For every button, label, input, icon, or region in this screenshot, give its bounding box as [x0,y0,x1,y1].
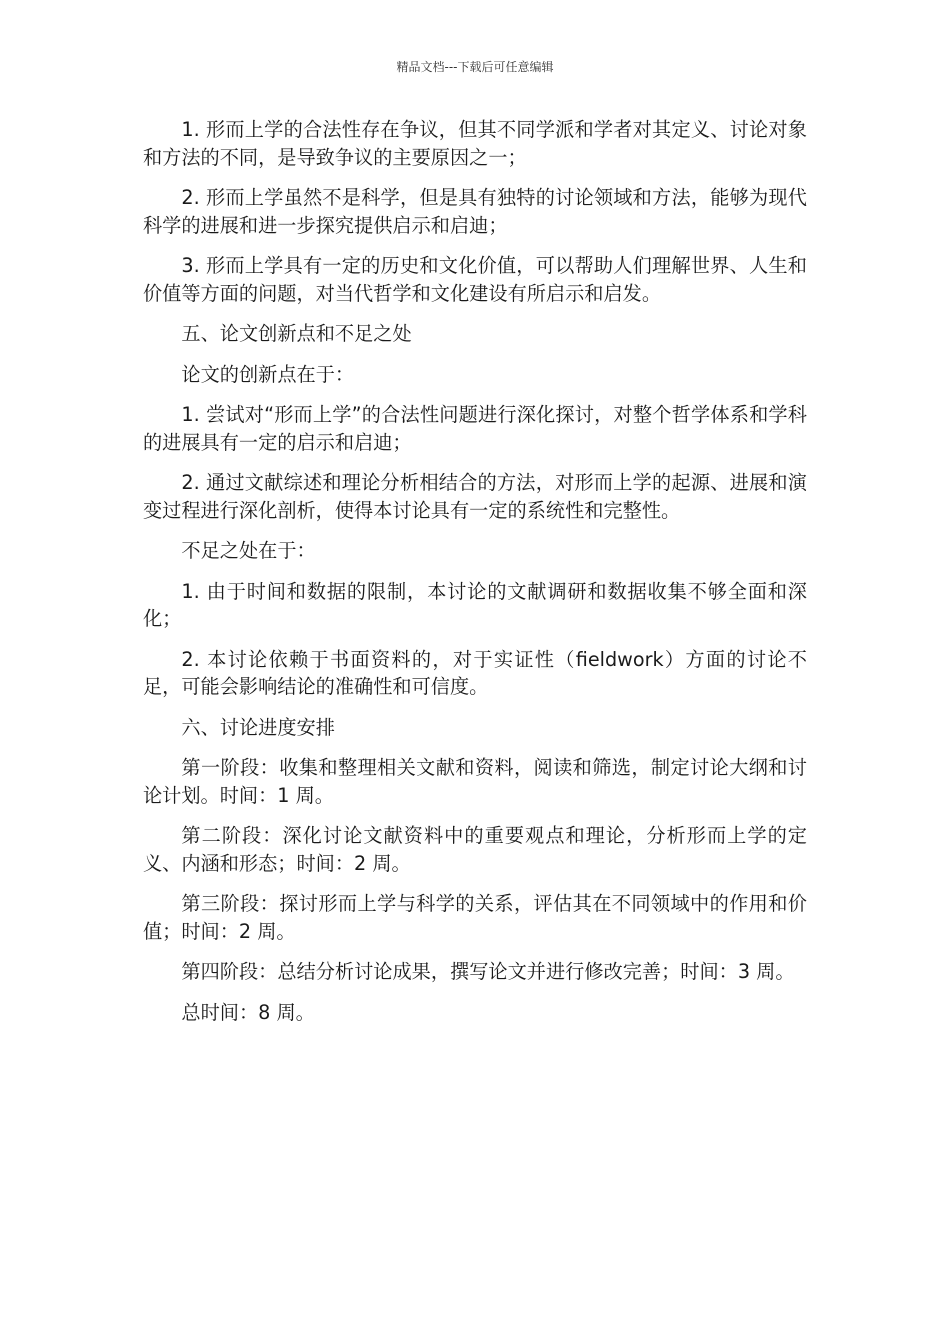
schedule-stage-1: 第一阶段：收集和整理相关文献和资料，阅读和筛选，制定讨论大纲和讨论计划。时间：1 周。 [143,756,807,807]
conclusion-point-2: 2. 形而上学虽然不是科学，但是具有独特的讨论领域和方法，能够为现代科学的进展和进一步探究提供启示和启迪； [143,186,807,237]
section-heading-innovation: 五、论文创新点和不足之处 [181,322,412,345]
page-header: 精品文档---下载后可任意编辑 [396,60,554,74]
schedule-total: 总时间：8 周。 [181,1000,315,1024]
innovation-intro: 论文的创新点在于： [181,362,355,386]
shortcoming-point-2: 2. 本讨论依赖于书面资料的，对于实证性（fieldwork）方面的讨论不足，可能会影响结论的准确性和可信度。 [143,647,807,698]
conclusion-point-1: 1. 形而上学的合法性存在争议，但其不同学派和学者对其定义、讨论对象和方法的不同，是导致争议的主要原因之一； [143,118,807,169]
section-heading-schedule: 六、讨论进度安排 [181,715,335,739]
innovation-point-2: 2. 通过文献综述和理论分析相结合的方法，对形而上学的起源、进展和演变过程进行深化剖析，使得本讨论具有一定的系统性和完整性。 [143,471,807,522]
conclusion-point-3: 3. 形而上学具有一定的历史和文化价值，可以帮助人们理解世界、人生和价值等方面的问题，对当代哲学和文化建设有所启示和启发。 [143,254,807,305]
schedule-stage-3: 第三阶段：探讨形而上学与科学的关系，评估其在不同领域中的作用和价值；时间：2 周。 [143,892,807,943]
shortcomings-intro: 不足之处在于： [181,539,316,562]
schedule-stage-4: 第四阶段：总结分析讨论成果，撰写论文并进行修改完善；时间：3 周。 [181,960,795,983]
shortcoming-point-1: 1. 由于时间和数据的限制，本讨论的文献调研和数据收集不够全面和深化； [143,579,807,630]
document-body [143,116,807,1039]
schedule-stage-2: 第二阶段：深化讨论文献资料中的重要观点和理论，分析形而上学的定义、内涵和形态；时间：2 周。 [143,824,807,875]
innovation-point-1: 1. 尝试对“形而上学”的合法性问题进行深化探讨，对整个哲学体系和学科的进展具有一定的启示和启迪； [143,403,807,454]
